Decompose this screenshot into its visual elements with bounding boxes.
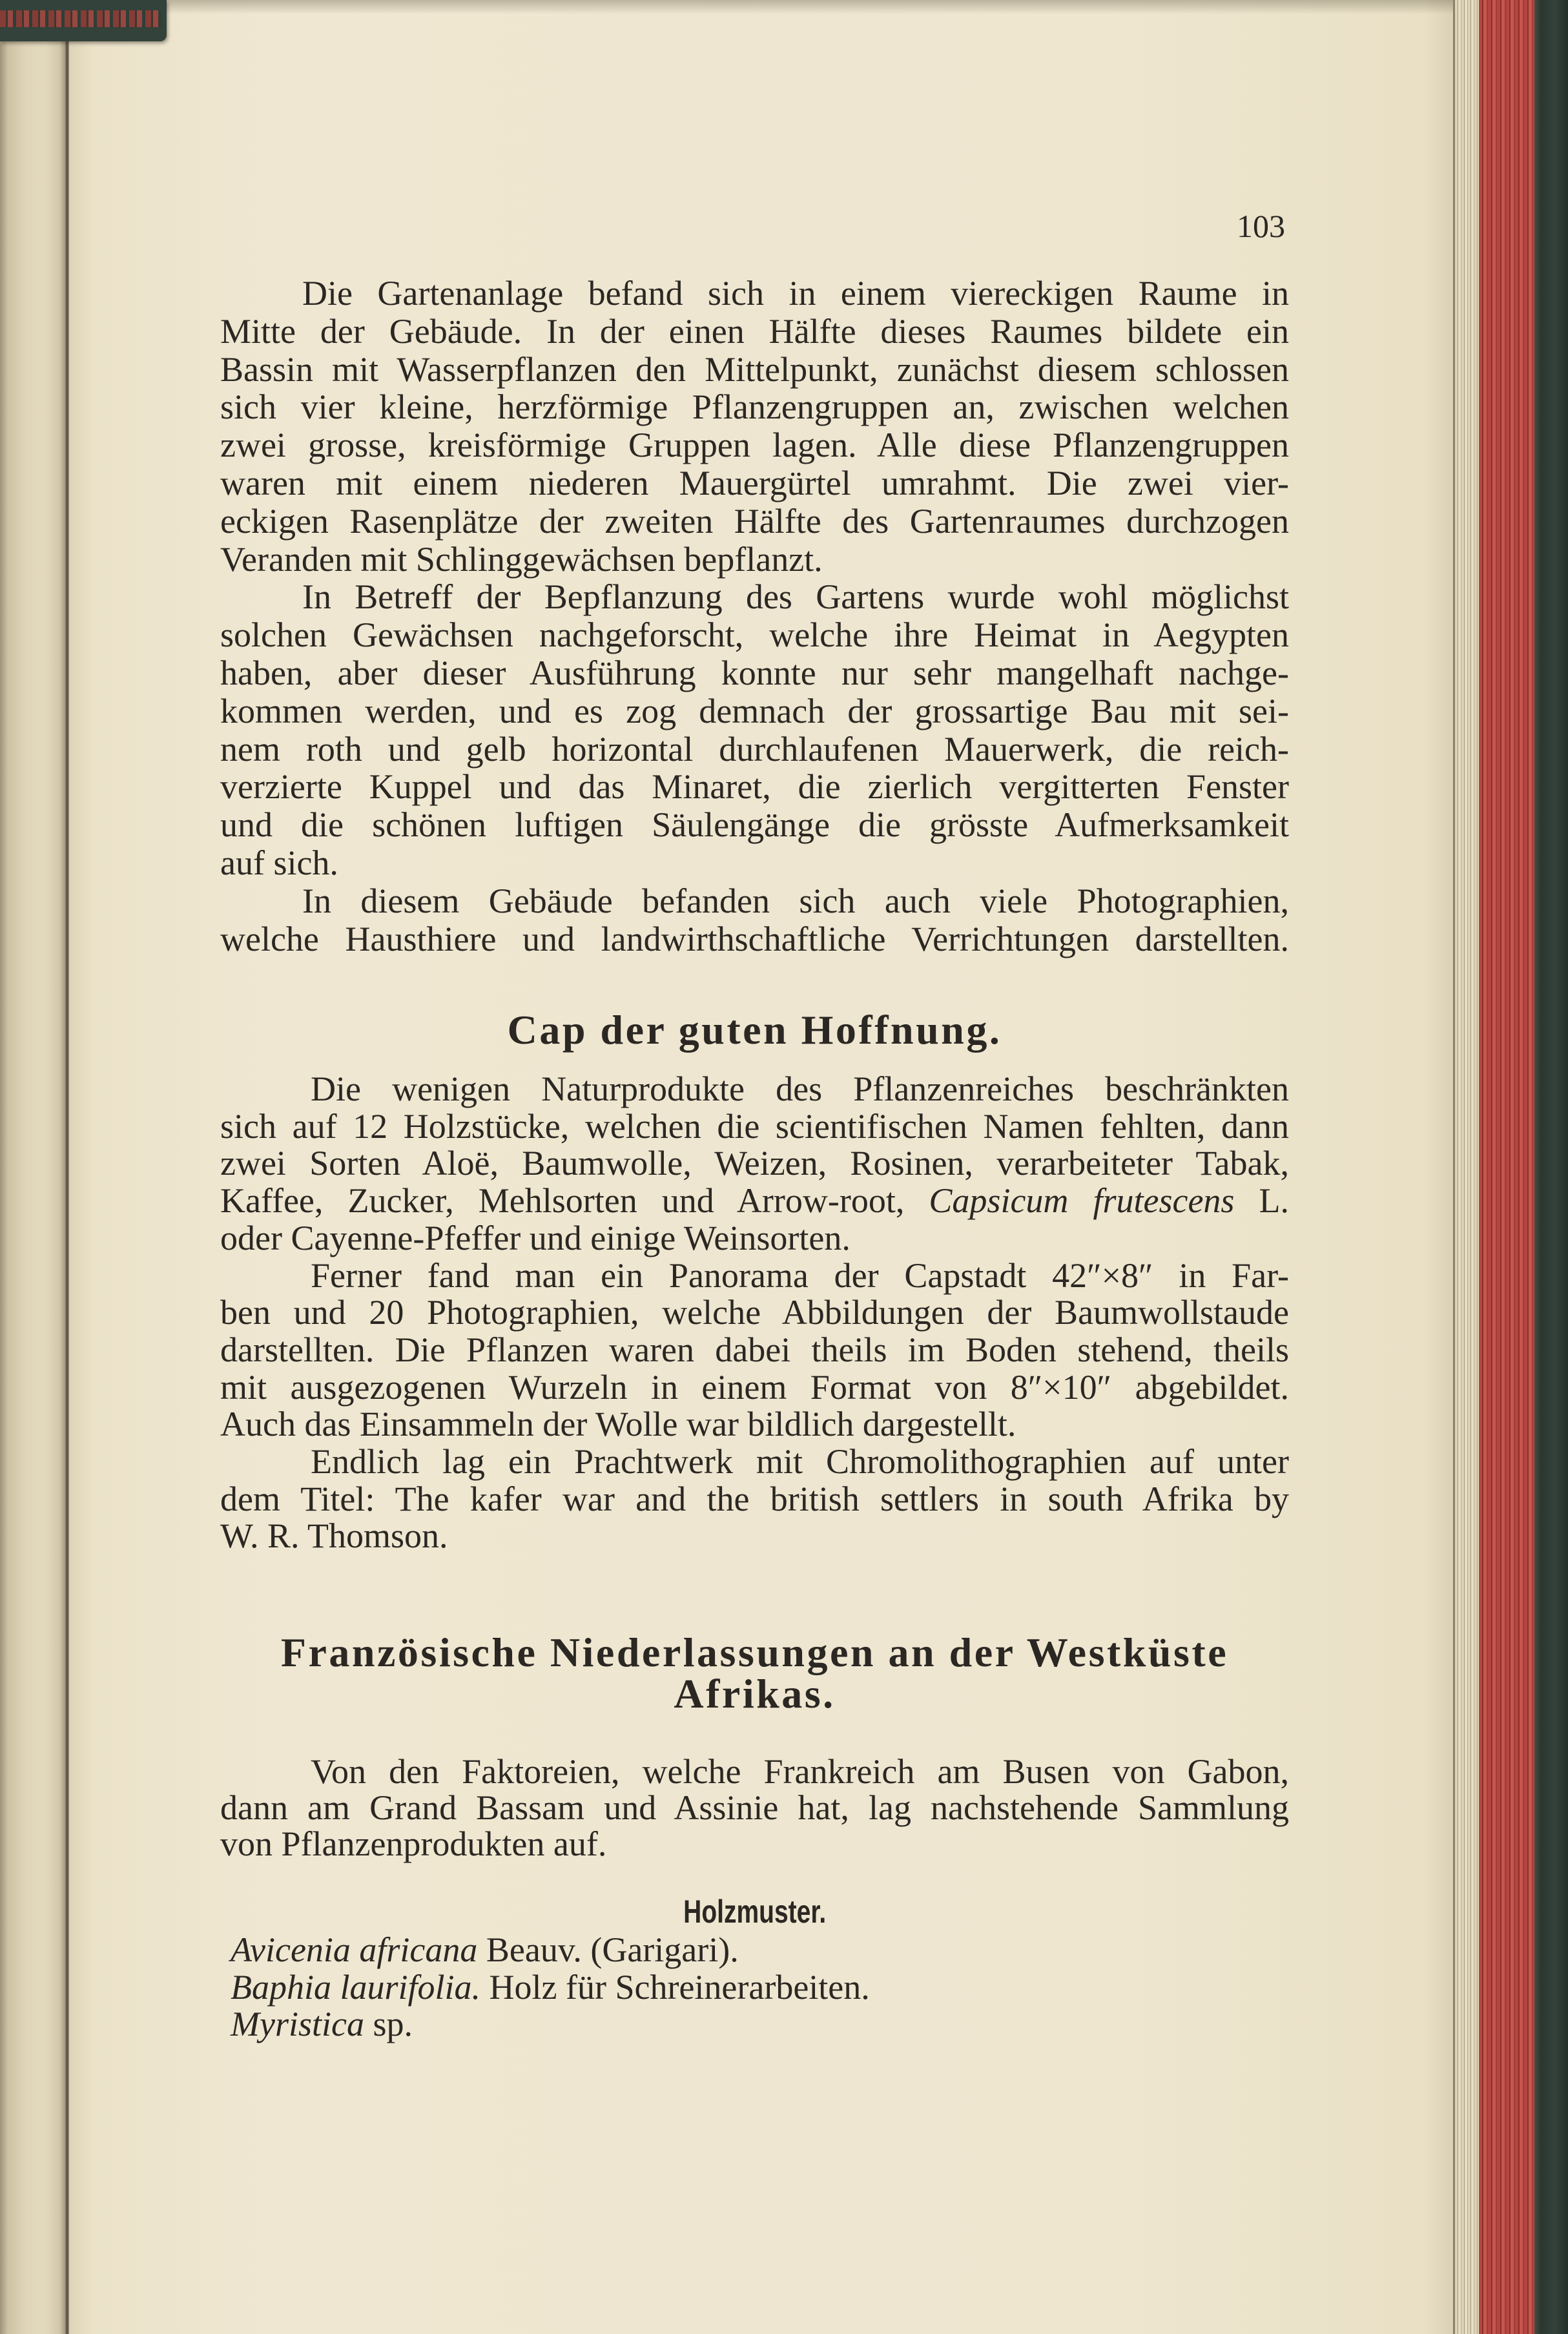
section-heading-french [220, 1629, 1289, 1717]
text-line: Von den Faktoreien, welche Frankreich am Busen von Gabon, [311, 1752, 1289, 1791]
cover-ornament-band [0, 10, 161, 27]
paragraph [220, 1753, 1289, 1862]
text-line: solchen Gewächsen nachgeforscht, welche ihre Heimat in Aegypten [220, 615, 1289, 655]
text-line: dann am Grand Bassam und Assinie hat, lag nachstehende Sammlung [220, 1788, 1289, 1827]
page-number: 103 [1237, 208, 1285, 244]
text-line: mit ausgezogenen Wurzeln in einem Format von 8″×10″ abgebildet. [220, 1367, 1289, 1407]
species-name: Avicenia africana [231, 1930, 478, 1969]
species-detail: Holz für Schreinerarbeiten. [489, 1967, 870, 2007]
text-line: auf sich. [220, 843, 338, 882]
heading-line: Französische Niederlassungen an der Westküste [280, 1629, 1229, 1675]
species-name: Myristica [231, 2005, 364, 2043]
species-detail: Beauv. (Garigari). [486, 1930, 739, 1969]
heading-line: Afrikas. [674, 1671, 836, 1717]
facing-page-edge [0, 0, 67, 2334]
text-line: dem Titel: The kafer war and the british settlers in south Afrika by [220, 1479, 1289, 1518]
intro-section [220, 274, 1289, 958]
text-line: Veranden mit Schlinggewächsen bepflanzt. [220, 539, 823, 579]
text-line: darstellten. Die Pflanzen waren dabei theils im Boden stehend, theils [220, 1330, 1289, 1369]
text-line: sich auf 12 Holzstücke, welchen die scientifischen Namen fehlten, dann [220, 1106, 1289, 1146]
text-line: In diesem Gebäude befanden sich auch viele Photographien, [302, 881, 1289, 920]
species-entry [231, 1932, 1289, 1969]
paragraph [220, 1443, 1289, 1555]
text-line: zwei Sorten Aloë, Baumwolle, Weizen, Rosinen, verarbeiteter Tabak, [220, 1144, 1289, 1183]
author-abbreviation: L. [1259, 1181, 1290, 1221]
paragraph [220, 1257, 1289, 1444]
book-cover-corner [0, 0, 167, 41]
text-line: Endlich lag ein Prachtwerk mit Chromolithographien auf unter [311, 1442, 1289, 1482]
text-line: eckigen Rasenplätze der zweiten Hälfte des Gartenraumes durchzogen [220, 501, 1289, 541]
text-line: verzierte Kuppel und das Minaret, die zierlich vergitterten Fenster [220, 767, 1289, 807]
text-line: waren mit einem niederen Mauergürtel umrahmt. Die zwei vier- [220, 463, 1289, 502]
subheading-text: Holzmuster. [683, 1894, 827, 1930]
paragraph [220, 1071, 1289, 1257]
text-line: Die wenigen Naturprodukte des Pflanzenreiches beschränkten [311, 1069, 1289, 1108]
page-edges-stack [1455, 0, 1479, 2334]
paragraph [220, 578, 1289, 882]
species-entry [231, 1969, 1289, 2007]
species-entry [231, 2006, 1289, 2043]
text-line: Die Gartenanlage befand sich in einem viereckigen Raume in [302, 274, 1289, 313]
book-binding-edge [1534, 0, 1568, 2334]
text-line: Bassin mit Wasserpflanzen den Mittelpunkt, zunächst diesem schlossen [220, 349, 1289, 389]
text-line: nem roth und gelb horizontal durchlaufenen Mauerwerk, die reich- [220, 729, 1289, 769]
species-name: Capsicum frutescens [929, 1181, 1235, 1221]
species-name: Baphia laurifolia. [231, 1967, 481, 2007]
text-line: von Pflanzenprodukten auf. [220, 1824, 607, 1863]
text-line: oder Cayenne-Pfeffer und einige Weinsorten. [220, 1218, 851, 1257]
text-line: welche Hausthiere und landwirthschaftliche Verrichtungen darstellten. [220, 919, 1289, 958]
text-line: Mitte der Gebäude. In der einen Hälfte dieses Raumes bildete ein [220, 311, 1289, 351]
section-heading-cap: Cap der guten Hoffnung. [507, 1007, 1002, 1053]
text-line: sich vier kleine, herzförmige Pflanzengruppen an, zwischen welchen [220, 387, 1289, 427]
text-line: haben, aber dieser Ausführung konnte nur sehr mangelhaft nachge- [220, 653, 1289, 692]
cap-section [220, 1071, 1289, 1555]
paragraph [220, 882, 1289, 958]
text-line: W. R. Thomson. [220, 1516, 448, 1556]
french-section [220, 1753, 1289, 1862]
text-line: Ferner fand man ein Panorama der Capstadt 42″×8″ in Far- [311, 1255, 1289, 1295]
text-line: ben und 20 Photographien, welche Abbildungen der Baumwollstaude [220, 1293, 1289, 1332]
text-line [220, 1182, 1289, 1220]
text-line: kommen werden, und es zog demnach der grossartige Bau mit sei- [220, 691, 1289, 730]
species-list [231, 1932, 1289, 2043]
text-line: und die schönen luftigen Säulengänge die grösste Aufmerksamkeit [220, 805, 1289, 845]
text-line: zwei grosse, kreisförmige Gruppen lagen. Alle diese Pflanzengruppen [220, 426, 1289, 465]
red-page-edges [1479, 0, 1534, 2334]
page-top-shadow [167, 0, 1454, 14]
text-line: In Betreff der Bepflanzung des Gartens wurde wohl möglichst [302, 577, 1289, 617]
paragraph [220, 274, 1289, 578]
spine-gutter-line [65, 0, 69, 2334]
text-segment: Kaffee, Zucker, Mehlsorten und Arrow-root, [220, 1181, 905, 1221]
species-detail: sp. [373, 2005, 413, 2043]
text-line: Auch das Einsammeln der Wolle war bildlich dargestellt. [220, 1405, 1016, 1444]
